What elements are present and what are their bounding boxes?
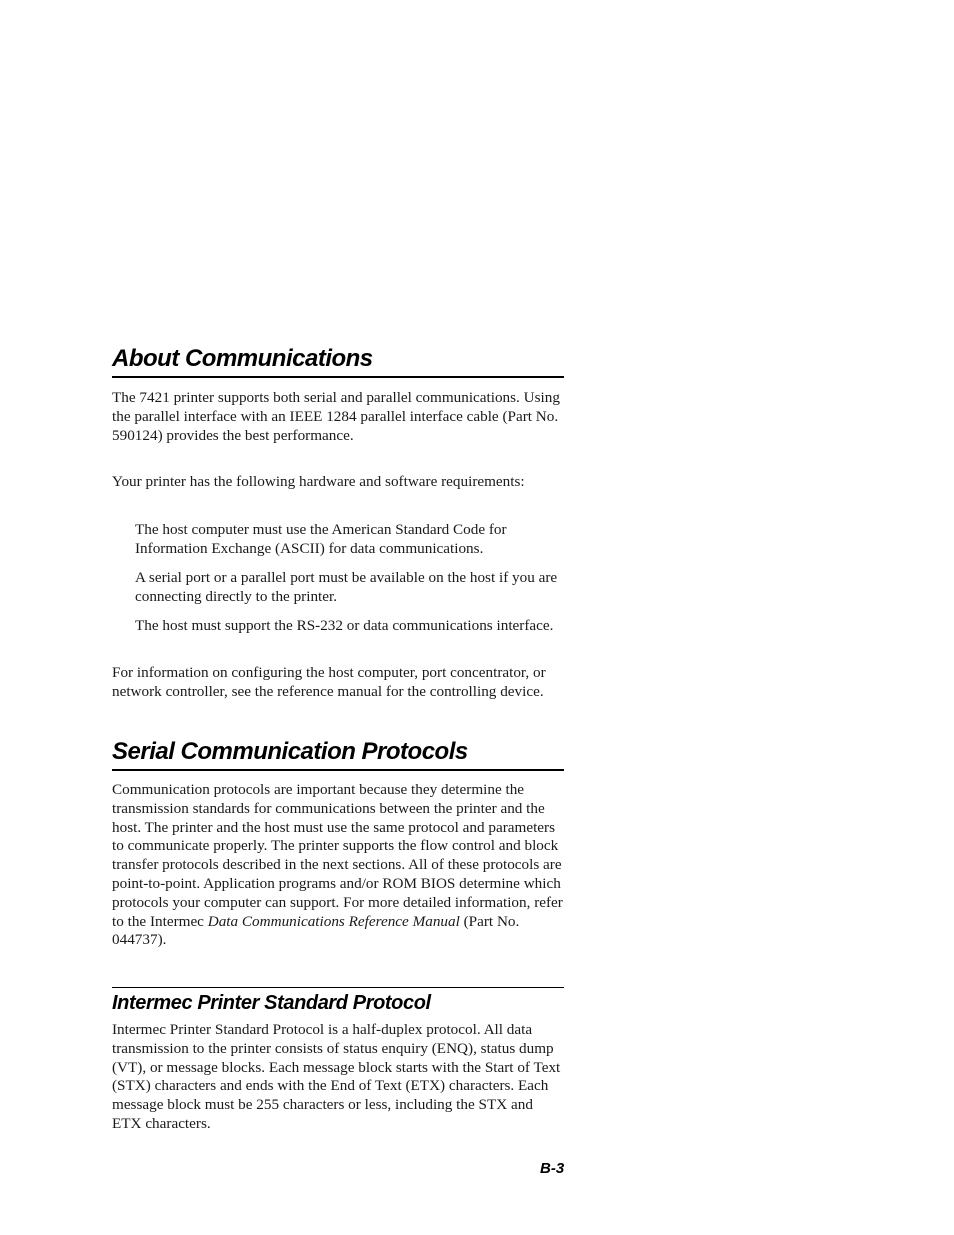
heading-intermec-printer-standard-protocol: Intermec Printer Standard Protocol [112,992,431,1014]
manual-title: Data Communications Reference Manual [207,912,460,930]
section-divider [112,987,564,988]
heading-about-communications: About Communications [112,344,564,378]
heading-serial-communication-protocols: Serial Communication Protocols [112,737,564,771]
configuration-info [112,664,564,702]
requirement-item [112,617,564,636]
about-body [112,389,564,445]
page-number: B-3 [540,1160,565,1177]
requirements-intro [112,473,564,492]
section-intermec-protocol [112,987,564,1016]
requirement-item [112,569,564,607]
paragraph-protocols [112,781,564,950]
paragraph-configuration: For information on configuring the host computer, port concentrator, or network controller, see the reference manual for the controlling device. [112,664,546,700]
serial-body [112,781,564,950]
paragraph-requirements: Your printer has the following hardware and software requirements: [112,473,525,490]
part-number-text: (Part No. 044737). [112,912,520,949]
list-item: The host must support the RS-232 or data communications interface. [135,617,554,634]
section-about-communications [112,344,564,378]
paragraph-intro: The 7421 printer supports both serial and parallel communications. Using the parallel interface with an IEEE 1284 parallel interface cable (Part No. 590124) provides the best performance. [112,389,560,444]
paragraph-protocols-text: Communication protocols are important because they determine the transmission standards for communications between the printer and the host. The printer and the host must use the same protocol and parameters to communicate properly. The printer supports the flow control and block transfer protocols described in the next sections. All of these protocols are point-to-point. Application programs and/or ROM BIOS determine which protocols your computer can support. For more detailed information, refer to the Intermec [112,781,563,930]
paragraph-intermec-protocol: Intermec Printer Standard Protocol is a half-duplex protocol. All data transmission to the printer consists of status enquiry (ENQ), status dump (VT), or message blocks. Each message block starts with the Start of Text (STX) characters and ends with the End of Text (ETX) characters. Each message block must be 255 characters or less, including the STX and ETX characters. [112,1021,561,1132]
intermec-body [112,1021,564,1134]
requirement-item [112,521,564,559]
list-item: The host computer must use the American Standard Code for Information Exchange (ASCII) for data communications. [135,521,507,557]
section-serial-protocols [112,737,564,771]
list-item: A serial port or a parallel port must be available on the host if you are connecting directly to the printer. [135,569,558,605]
